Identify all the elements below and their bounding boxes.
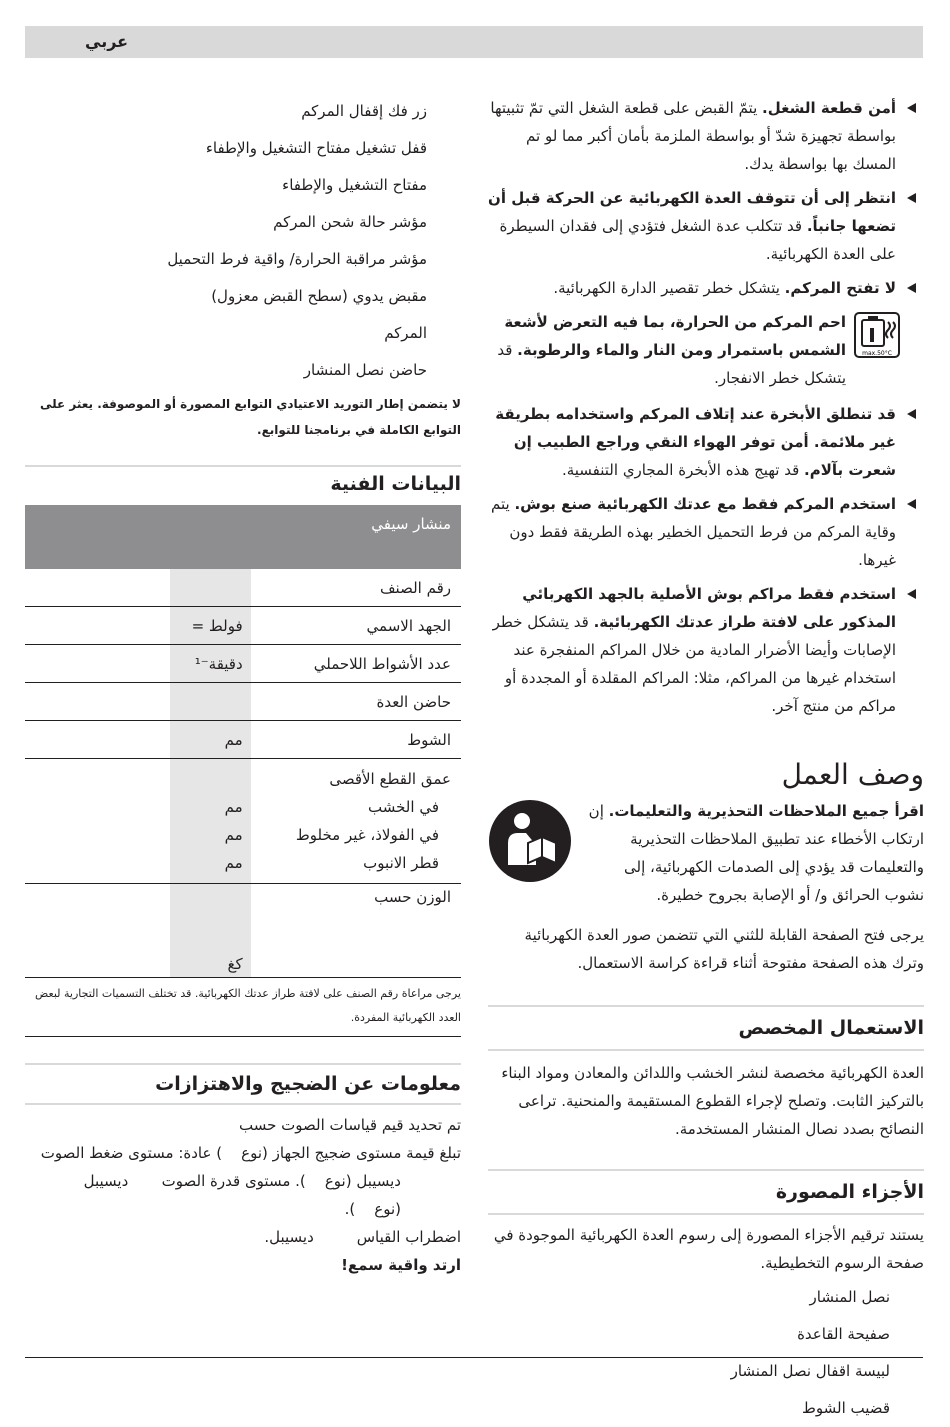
- safety-bullet: أمن قطعة الشغل. يتمّ القبض على قطعة الشغل التي تمّ تثبيتها بواسطة تجهيزة شدّ أو بواسطة الملزمة بأمان أكبر مما لو تم المسك بها بواسطة يدك.: [488, 94, 924, 178]
- safety-bullet: قد تنطلق الأبخرة عند إتلاف المركم واستخدامه بطريقة غير ملائمة. أمن توفر الهواء النقي وراجع الطبيب إن شعرت بآلام. قد تهيج هذه الأبخرة المجاري التنفسية.: [488, 400, 924, 484]
- noise-section: تم تحديد قيم قياسات الصوت حسب تبلغ قيمة مستوى ضجيج الجهاز (نوع ) عادة: مستوى ضغط الصوت ديسيبل (نوع ). مستوى قدرة الصوت ديسيبل (نوع ). اضطراب القياس ديسيبل. ارتد واقية سمع!: [25, 1111, 461, 1279]
- illustrated-parts-title: الأجزاء المصورة: [775, 1181, 924, 1203]
- language-label: عربي: [85, 32, 129, 51]
- list-item: حاضن نصل المنشار: [303, 361, 427, 379]
- hearing-protection-warning: ارتد واقية سمع!: [341, 1256, 461, 1274]
- list-item: المركم: [384, 324, 427, 342]
- safety-bullet: استخدم فقط مراكم بوش الأصلية بالجهد الكهربائي المذكور على لافتة طراز عدتك الكهربائية. قد يتشكل خطر الإصابات وأيضا الأضرار المادية من خلال المراكم المنفجرة عند استخدام غيرها من المراكم، مثلا: المراكم المقلدة أو المجددة أو مراكم من منتج آخر.: [488, 580, 924, 720]
- table-row: رقم الصنف: [25, 569, 461, 607]
- heat-warning: max.50°C احم المركم من الحرارة، بما فيه التعرض لأشعة الشمس باستمرار ومن النار والماء والرطوبة. قد يتشكل خطر الانفجار.: [488, 308, 924, 392]
- safety-bullet: لا تفتح المركم. يتشكل خطر تقصير الدارة الكهربائية.: [488, 274, 924, 302]
- list-item: نصل المنشار: [809, 1288, 890, 1306]
- table-row: الوزن حسب كغ: [25, 884, 461, 978]
- table-row: الشوط مم: [25, 721, 461, 759]
- read-warning: اقرأ جميع الملاحظات التحذيرية والتعليمات. إن ارتكاب الأخطاء عند تطبيق الملاحظات التحذيرية والتعليمات قد يؤدي إلى الصدمات الكهربائية، إلى نشوب الحرائق و/ أو الإصابة بجروح خطيرة.: [488, 797, 924, 909]
- list-item: مؤشر مراقبة الحرارة/ واقية فرط التحميل: [167, 250, 427, 268]
- table-row: عدد الأشواط اللاحملي دقيقة⁻¹: [25, 645, 461, 683]
- table-row: عمق القطع الأقصى في الخشب في الفولاذ، غير مخلوط قطر الانبوب مم مم مم: [25, 759, 461, 884]
- footer-rule: [25, 1357, 923, 1358]
- table-row: حاضن العدة: [25, 683, 461, 721]
- intended-use-text: العدة الكهربائية مخصصة لنشر الخشب واللدائن والمعادن ومواد البناء بالتركيز الثابت. وتصلح لإجراء القطوع المستقيمة والمنحنية. تراعى النصائح بصدد نصال المنشار المستخدمة.: [501, 1064, 924, 1138]
- list-item: لبيسة اقفال نصل المنشار: [730, 1362, 890, 1380]
- list-item: مؤشر حالة شحن المركم: [273, 213, 427, 231]
- list-item: زر فك إقفال المركم: [301, 102, 427, 120]
- technical-data-title: البيانات الفنية: [330, 473, 461, 495]
- safety-bullet: انتظر إلى أن تتوقف العدة الكهربائية عن الحركة قبل أن تضعها جانباً. قد تتكلب عدة الشغل فتؤدي إلى فقدان السيطرة على العدة الكهربائية.: [488, 184, 924, 268]
- left-column: [25, 94, 461, 1279]
- safety-bullet: استخدم المركم فقط مع عدتك الكهربائية صنع بوش. يتم وقاية المركم من فرط التحميل الخطير بهذه الطريقة فقط دون غيرها.: [488, 490, 924, 574]
- parts-list-left: [25, 93, 461, 389]
- work-description-title: وصف العمل: [781, 758, 924, 791]
- intended-use-title: الاستعمال المخصص: [738, 1017, 924, 1039]
- list-item: قفل تشغيل مفتاح التشغيل والإطفاء: [205, 139, 427, 157]
- list-item: صفيحة القاعدة: [797, 1325, 890, 1343]
- parts-intro: يستند ترقيم الأجزاء المصورة إلى رسوم العدة الكهربائية الموجودة في صفحة الرسوم التخطيطية.: [493, 1226, 924, 1272]
- read-manual-icon: [488, 799, 572, 883]
- page-header: [25, 26, 923, 58]
- table-note: يرجى مراعاة رقم الصنف على لافتة طراز عدتك الكهربائية. قد تختلف التسميات التجارية لبعض العدد الكهربائية المفردة.: [35, 987, 461, 1024]
- tool-name-header: [25, 505, 461, 569]
- parts-list-right: [488, 1279, 924, 1427]
- right-column: [488, 94, 924, 1427]
- technical-data-table: [25, 569, 461, 978]
- list-item: مفتاح التشغيل والإطفاء: [282, 176, 427, 194]
- fold-out-note: يرجى فتح الصفحة القابلة للثني التي تتضمن صور العدة الكهربائية وترك هذه الصفحة مفتوحة أثناء قراءة كراسة الاستعمال.: [524, 926, 924, 972]
- accessory-note: لا يتضمن إطار التوريد الاعتيادي التوابع المصورة أو الموصوفة. يعثر على التوابع الكاملة في برنامجنا للتوابع.: [39, 397, 461, 437]
- icon-max-temp: max.50°C: [862, 350, 892, 357]
- battery-heat-icon: [854, 312, 900, 358]
- tool-name: منشار سيفي: [371, 515, 451, 533]
- noise-title: معلومات عن الضجيج والاهتزازات: [155, 1073, 461, 1095]
- list-item: قضيب الشوط: [802, 1399, 890, 1417]
- table-row: الجهد الاسمي فولط =: [25, 607, 461, 645]
- list-item: مقبض يدوي (سطح القبض معزول): [211, 287, 427, 305]
